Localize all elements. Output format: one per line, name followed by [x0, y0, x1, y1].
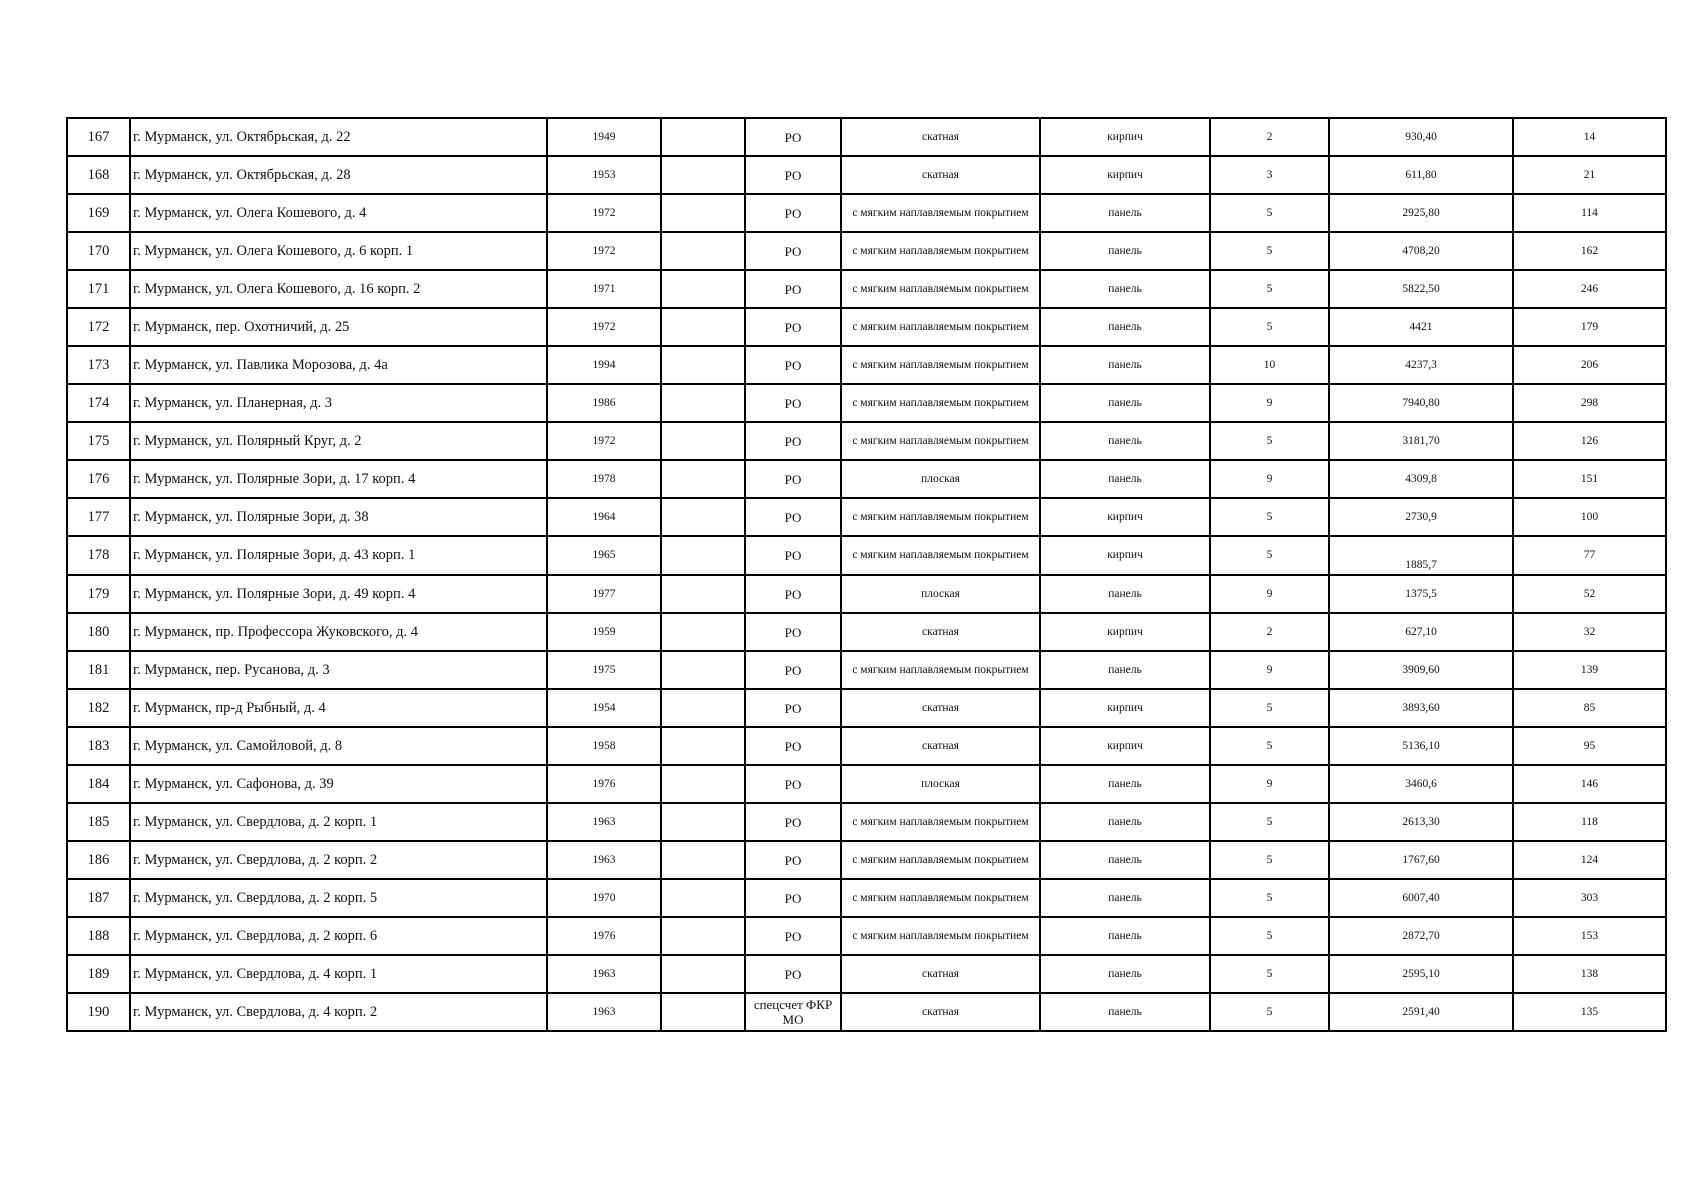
- residents-cell: 206: [1513, 346, 1666, 384]
- address-cell: г. Мурманск, ул. Полярные Зори, д. 49 корп. 4: [130, 575, 547, 613]
- wall-material-cell: панель: [1040, 841, 1210, 879]
- fund-method-cell: РО: [745, 232, 841, 270]
- fund-method-cell: РО: [745, 308, 841, 346]
- row-number-cell: 186: [67, 841, 130, 879]
- blank-cell: [661, 917, 745, 955]
- build-year-cell: 1954: [547, 689, 661, 727]
- address-cell: г. Мурманск, пер. Охотничий, д. 25: [130, 308, 547, 346]
- floors-cell: 5: [1210, 803, 1329, 841]
- blank-cell: [661, 841, 745, 879]
- residents-cell: 32: [1513, 613, 1666, 651]
- fund-method-cell: РО: [745, 765, 841, 803]
- fund-method-cell: РО: [745, 498, 841, 536]
- area-cell: 2595,10: [1329, 955, 1513, 993]
- area-cell: 2925,80: [1329, 194, 1513, 232]
- row-number-cell: 171: [67, 270, 130, 308]
- build-year-cell: 1963: [547, 993, 661, 1031]
- roof-type-cell: с мягким наплавляемым покрытием: [841, 498, 1040, 536]
- row-number-cell: 170: [67, 232, 130, 270]
- residents-cell: 135: [1513, 993, 1666, 1031]
- roof-type-cell: скатная: [841, 727, 1040, 765]
- residents-cell: 95: [1513, 727, 1666, 765]
- residents-cell: 21: [1513, 156, 1666, 194]
- wall-material-cell: панель: [1040, 460, 1210, 498]
- blank-cell: [661, 118, 745, 156]
- wall-material-cell: панель: [1040, 651, 1210, 689]
- roof-type-cell: с мягким наплавляемым покрытием: [841, 536, 1040, 575]
- wall-material-cell: панель: [1040, 803, 1210, 841]
- blank-cell: [661, 232, 745, 270]
- area-cell: 2591,40: [1329, 993, 1513, 1031]
- fund-method-cell: РО: [745, 460, 841, 498]
- wall-material-cell: панель: [1040, 270, 1210, 308]
- row-number-cell: 180: [67, 613, 130, 651]
- blank-cell: [661, 346, 745, 384]
- blank-cell: [661, 194, 745, 232]
- table-row: [67, 613, 1666, 651]
- area-cell: 3909,60: [1329, 651, 1513, 689]
- area-cell: 7940,80: [1329, 384, 1513, 422]
- floors-cell: 3: [1210, 156, 1329, 194]
- address-cell: г. Мурманск, ул. Полярные Зори, д. 17 корп. 4: [130, 460, 547, 498]
- area-cell: 2872,70: [1329, 917, 1513, 955]
- wall-material-cell: панель: [1040, 575, 1210, 613]
- roof-type-cell: с мягким наплавляемым покрытием: [841, 308, 1040, 346]
- blank-cell: [661, 613, 745, 651]
- area-cell: 5136,10: [1329, 727, 1513, 765]
- blank-cell: [661, 384, 745, 422]
- row-number-cell: 172: [67, 308, 130, 346]
- residents-cell: 100: [1513, 498, 1666, 536]
- fund-method-cell: РО: [745, 194, 841, 232]
- floors-cell: 9: [1210, 765, 1329, 803]
- floors-cell: 5: [1210, 308, 1329, 346]
- wall-material-cell: панель: [1040, 879, 1210, 917]
- build-year-cell: 1994: [547, 346, 661, 384]
- build-year-cell: 1964: [547, 498, 661, 536]
- area-cell: 3181,70: [1329, 422, 1513, 460]
- roof-type-cell: с мягким наплавляемым покрытием: [841, 384, 1040, 422]
- build-year-cell: 1977: [547, 575, 661, 613]
- wall-material-cell: кирпич: [1040, 613, 1210, 651]
- fund-method-cell: РО: [745, 536, 841, 575]
- table-row: [67, 575, 1666, 613]
- wall-material-cell: панель: [1040, 194, 1210, 232]
- floors-cell: 5: [1210, 917, 1329, 955]
- table-row: [67, 384, 1666, 422]
- blank-cell: [661, 156, 745, 194]
- address-cell: г. Мурманск, ул. Свердлова, д. 4 корп. 2: [130, 993, 547, 1031]
- build-year-cell: 1963: [547, 841, 661, 879]
- wall-material-cell: кирпич: [1040, 536, 1210, 575]
- blank-cell: [661, 727, 745, 765]
- area-cell: 4421: [1329, 308, 1513, 346]
- floors-cell: 2: [1210, 118, 1329, 156]
- roof-type-cell: с мягким наплавляемым покрытием: [841, 422, 1040, 460]
- build-year-cell: 1978: [547, 460, 661, 498]
- table-row: [67, 917, 1666, 955]
- wall-material-cell: панель: [1040, 955, 1210, 993]
- build-year-cell: 1970: [547, 879, 661, 917]
- address-cell: г. Мурманск, ул. Свердлова, д. 4 корп. 1: [130, 955, 547, 993]
- blank-cell: [661, 498, 745, 536]
- area-cell: 2613,30: [1329, 803, 1513, 841]
- table-row: [67, 498, 1666, 536]
- address-cell: г. Мурманск, пер. Русанова, д. 3: [130, 651, 547, 689]
- blank-cell: [661, 536, 745, 575]
- row-number-cell: 188: [67, 917, 130, 955]
- blank-cell: [661, 765, 745, 803]
- wall-material-cell: панель: [1040, 308, 1210, 346]
- residents-cell: 162: [1513, 232, 1666, 270]
- roof-type-cell: скатная: [841, 613, 1040, 651]
- area-cell: 1885,7: [1329, 536, 1513, 575]
- row-number-cell: 179: [67, 575, 130, 613]
- floors-cell: 5: [1210, 689, 1329, 727]
- floors-cell: 2: [1210, 613, 1329, 651]
- fund-method-cell: РО: [745, 422, 841, 460]
- residents-cell: 114: [1513, 194, 1666, 232]
- roof-type-cell: скатная: [841, 156, 1040, 194]
- fund-method-cell: РО: [745, 613, 841, 651]
- area-cell: 4309,8: [1329, 460, 1513, 498]
- table-row: [67, 841, 1666, 879]
- floors-cell: 5: [1210, 727, 1329, 765]
- address-cell: г. Мурманск, ул. Октябрьская, д. 22: [130, 118, 547, 156]
- area-cell: 3460,6: [1329, 765, 1513, 803]
- roof-type-cell: с мягким наплавляемым покрытием: [841, 232, 1040, 270]
- build-year-cell: 1959: [547, 613, 661, 651]
- table-row: [67, 727, 1666, 765]
- roof-type-cell: скатная: [841, 118, 1040, 156]
- row-number-cell: 185: [67, 803, 130, 841]
- floors-cell: 5: [1210, 232, 1329, 270]
- floors-cell: 10: [1210, 346, 1329, 384]
- wall-material-cell: панель: [1040, 232, 1210, 270]
- address-cell: г. Мурманск, ул. Свердлова, д. 2 корп. 1: [130, 803, 547, 841]
- wall-material-cell: панель: [1040, 384, 1210, 422]
- roof-type-cell: плоская: [841, 765, 1040, 803]
- roof-type-cell: с мягким наплавляемым покрытием: [841, 346, 1040, 384]
- blank-cell: [661, 955, 745, 993]
- floors-cell: 5: [1210, 993, 1329, 1031]
- build-year-cell: 1972: [547, 422, 661, 460]
- table-row: [67, 118, 1666, 156]
- wall-material-cell: панель: [1040, 765, 1210, 803]
- fund-method-cell: РО: [745, 727, 841, 765]
- floors-cell: 5: [1210, 270, 1329, 308]
- roof-type-cell: с мягким наплавляемым покрытием: [841, 917, 1040, 955]
- roof-type-cell: плоская: [841, 460, 1040, 498]
- table-row: [67, 803, 1666, 841]
- residents-cell: 126: [1513, 422, 1666, 460]
- row-number-cell: 183: [67, 727, 130, 765]
- build-year-cell: 1963: [547, 803, 661, 841]
- address-cell: г. Мурманск, ул. Свердлова, д. 2 корп. 5: [130, 879, 547, 917]
- residents-cell: 298: [1513, 384, 1666, 422]
- row-number-cell: 167: [67, 118, 130, 156]
- address-cell: г. Мурманск, ул. Планерная, д. 3: [130, 384, 547, 422]
- area-cell: 611,80: [1329, 156, 1513, 194]
- row-number-cell: 173: [67, 346, 130, 384]
- blank-cell: [661, 308, 745, 346]
- floors-cell: 5: [1210, 841, 1329, 879]
- fund-method-cell: РО: [745, 346, 841, 384]
- floors-cell: 9: [1210, 575, 1329, 613]
- build-year-cell: 1963: [547, 955, 661, 993]
- residents-cell: 118: [1513, 803, 1666, 841]
- build-year-cell: 1972: [547, 308, 661, 346]
- residents-cell: 146: [1513, 765, 1666, 803]
- residents-cell: 77: [1513, 536, 1666, 575]
- build-year-cell: 1949: [547, 118, 661, 156]
- row-number-cell: 174: [67, 384, 130, 422]
- table-row: [67, 536, 1666, 575]
- floors-cell: 5: [1210, 955, 1329, 993]
- build-year-cell: 1975: [547, 651, 661, 689]
- fund-method-cell: РО: [745, 955, 841, 993]
- row-number-cell: 182: [67, 689, 130, 727]
- wall-material-cell: панель: [1040, 917, 1210, 955]
- row-number-cell: 169: [67, 194, 130, 232]
- registry-table-body: [67, 118, 1666, 1031]
- wall-material-cell: панель: [1040, 993, 1210, 1031]
- address-cell: г. Мурманск, ул. Самойловой, д. 8: [130, 727, 547, 765]
- area-cell: 1767,60: [1329, 841, 1513, 879]
- address-cell: г. Мурманск, ул. Олега Кошевого, д. 6 корп. 1: [130, 232, 547, 270]
- residents-cell: 139: [1513, 651, 1666, 689]
- build-year-cell: 1971: [547, 270, 661, 308]
- wall-material-cell: кирпич: [1040, 498, 1210, 536]
- row-number-cell: 168: [67, 156, 130, 194]
- floors-cell: 5: [1210, 879, 1329, 917]
- housing-registry-table: [66, 117, 1667, 1032]
- build-year-cell: 1972: [547, 194, 661, 232]
- fund-method-cell: РО: [745, 118, 841, 156]
- wall-material-cell: кирпич: [1040, 118, 1210, 156]
- area-cell: 4708,20: [1329, 232, 1513, 270]
- wall-material-cell: кирпич: [1040, 689, 1210, 727]
- blank-cell: [661, 575, 745, 613]
- blank-cell: [661, 422, 745, 460]
- wall-material-cell: панель: [1040, 422, 1210, 460]
- table-row: [67, 422, 1666, 460]
- table-row: [67, 651, 1666, 689]
- area-cell: 930,40: [1329, 118, 1513, 156]
- address-cell: г. Мурманск, ул. Полярный Круг, д. 2: [130, 422, 547, 460]
- floors-cell: 9: [1210, 460, 1329, 498]
- build-year-cell: 1972: [547, 232, 661, 270]
- fund-method-cell: РО: [745, 156, 841, 194]
- address-cell: г. Мурманск, ул. Павлика Морозова, д. 4а: [130, 346, 547, 384]
- roof-type-cell: с мягким наплавляемым покрытием: [841, 841, 1040, 879]
- floors-cell: 9: [1210, 384, 1329, 422]
- blank-cell: [661, 879, 745, 917]
- build-year-cell: 1965: [547, 536, 661, 575]
- build-year-cell: 1976: [547, 917, 661, 955]
- table-row: [67, 689, 1666, 727]
- address-cell: г. Мурманск, ул. Октябрьская, д. 28: [130, 156, 547, 194]
- floors-cell: 5: [1210, 422, 1329, 460]
- area-cell: 4237,3: [1329, 346, 1513, 384]
- address-cell: г. Мурманск, ул. Олега Кошевого, д. 4: [130, 194, 547, 232]
- area-cell: 627,10: [1329, 613, 1513, 651]
- row-number-cell: 181: [67, 651, 130, 689]
- table-row: [67, 879, 1666, 917]
- row-number-cell: 190: [67, 993, 130, 1031]
- area-cell: 5822,50: [1329, 270, 1513, 308]
- build-year-cell: 1976: [547, 765, 661, 803]
- row-number-cell: 175: [67, 422, 130, 460]
- residents-cell: 246: [1513, 270, 1666, 308]
- table-row: [67, 993, 1666, 1031]
- build-year-cell: 1986: [547, 384, 661, 422]
- table-row: [67, 460, 1666, 498]
- row-number-cell: 189: [67, 955, 130, 993]
- floors-cell: 5: [1210, 536, 1329, 575]
- address-cell: г. Мурманск, ул. Полярные Зори, д. 43 корп. 1: [130, 536, 547, 575]
- fund-method-cell: РО: [745, 651, 841, 689]
- fund-method-cell: РО: [745, 575, 841, 613]
- roof-type-cell: скатная: [841, 993, 1040, 1031]
- wall-material-cell: панель: [1040, 346, 1210, 384]
- wall-material-cell: кирпич: [1040, 727, 1210, 765]
- residents-cell: 85: [1513, 689, 1666, 727]
- table-row: [67, 156, 1666, 194]
- floors-cell: 5: [1210, 194, 1329, 232]
- roof-type-cell: с мягким наплавляемым покрытием: [841, 879, 1040, 917]
- floors-cell: 5: [1210, 498, 1329, 536]
- row-number-cell: 177: [67, 498, 130, 536]
- fund-method-cell: РО: [745, 803, 841, 841]
- fund-method-cell: РО: [745, 384, 841, 422]
- fund-method-cell: РО: [745, 917, 841, 955]
- roof-type-cell: скатная: [841, 955, 1040, 993]
- build-year-cell: 1958: [547, 727, 661, 765]
- row-number-cell: 178: [67, 536, 130, 575]
- roof-type-cell: с мягким наплавляемым покрытием: [841, 651, 1040, 689]
- roof-type-cell: плоская: [841, 575, 1040, 613]
- address-cell: г. Мурманск, ул. Полярные Зори, д. 38: [130, 498, 547, 536]
- row-number-cell: 176: [67, 460, 130, 498]
- residents-cell: 151: [1513, 460, 1666, 498]
- row-number-cell: 184: [67, 765, 130, 803]
- build-year-cell: 1953: [547, 156, 661, 194]
- table-row: [67, 194, 1666, 232]
- fund-method-cell: РО: [745, 270, 841, 308]
- fund-method-cell: спецсчет ФКР МО: [745, 993, 841, 1031]
- roof-type-cell: с мягким наплавляемым покрытием: [841, 803, 1040, 841]
- residents-cell: 153: [1513, 917, 1666, 955]
- residents-cell: 138: [1513, 955, 1666, 993]
- table-row: [67, 270, 1666, 308]
- blank-cell: [661, 270, 745, 308]
- residents-cell: 124: [1513, 841, 1666, 879]
- fund-method-cell: РО: [745, 841, 841, 879]
- table-row: [67, 232, 1666, 270]
- area-cell: 2730,9: [1329, 498, 1513, 536]
- residents-cell: 52: [1513, 575, 1666, 613]
- address-cell: г. Мурманск, ул. Свердлова, д. 2 корп. 2: [130, 841, 547, 879]
- address-cell: г. Мурманск, пр-д Рыбный, д. 4: [130, 689, 547, 727]
- table-row: [67, 955, 1666, 993]
- residents-cell: 179: [1513, 308, 1666, 346]
- wall-material-cell: кирпич: [1040, 156, 1210, 194]
- blank-cell: [661, 460, 745, 498]
- blank-cell: [661, 993, 745, 1031]
- residents-cell: 14: [1513, 118, 1666, 156]
- area-cell: 3893,60: [1329, 689, 1513, 727]
- blank-cell: [661, 689, 745, 727]
- address-cell: г. Мурманск, ул. Олега Кошевого, д. 16 корп. 2: [130, 270, 547, 308]
- row-number-cell: 187: [67, 879, 130, 917]
- area-cell: 6007,40: [1329, 879, 1513, 917]
- table-row: [67, 765, 1666, 803]
- area-cell: 1375,5: [1329, 575, 1513, 613]
- roof-type-cell: с мягким наплавляемым покрытием: [841, 270, 1040, 308]
- table-row: [67, 346, 1666, 384]
- table-row: [67, 308, 1666, 346]
- address-cell: г. Мурманск, ул. Сафонова, д. 39: [130, 765, 547, 803]
- document-page: [66, 117, 1667, 1032]
- roof-type-cell: с мягким наплавляемым покрытием: [841, 194, 1040, 232]
- fund-method-cell: РО: [745, 689, 841, 727]
- residents-cell: 303: [1513, 879, 1666, 917]
- blank-cell: [661, 803, 745, 841]
- address-cell: г. Мурманск, ул. Свердлова, д. 2 корп. 6: [130, 917, 547, 955]
- address-cell: г. Мурманск, пр. Профессора Жуковского, д. 4: [130, 613, 547, 651]
- fund-method-cell: РО: [745, 879, 841, 917]
- blank-cell: [661, 651, 745, 689]
- floors-cell: 9: [1210, 651, 1329, 689]
- roof-type-cell: скатная: [841, 689, 1040, 727]
